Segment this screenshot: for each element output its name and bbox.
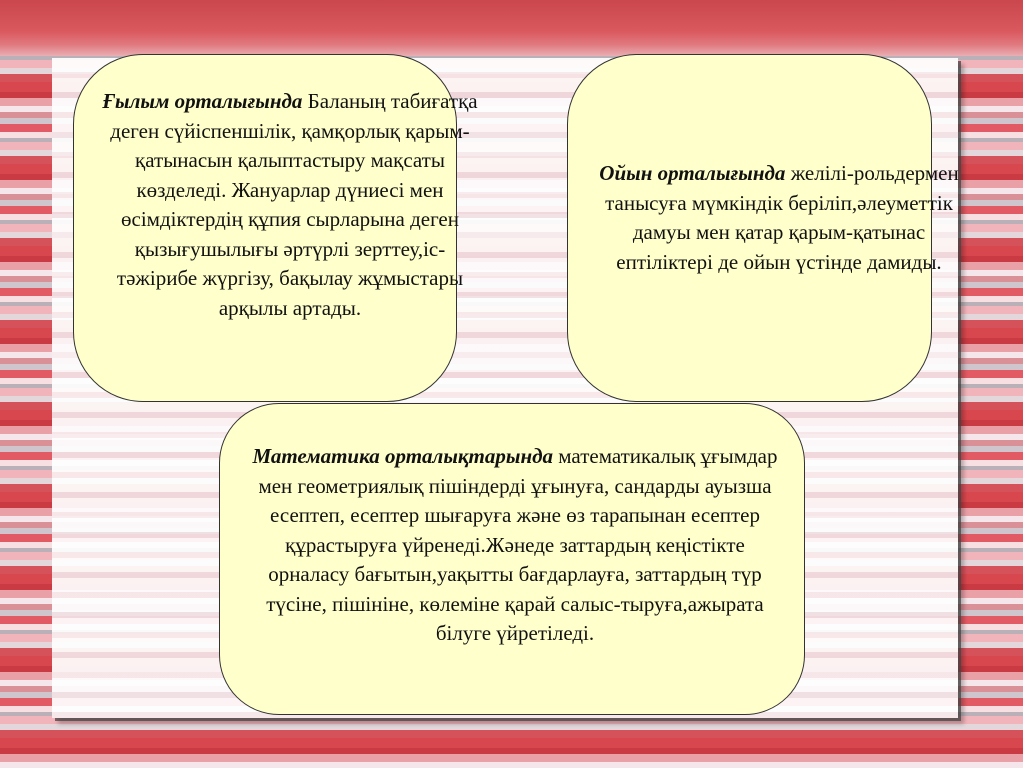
math-center-bubble [219,403,805,715]
science-center-bubble [73,54,478,402]
science-center-paragraph [102,87,478,323]
top-stripe-band [0,0,1023,56]
game-center-bubble [567,54,959,402]
science-center-title: Ғылым орталығында [102,89,303,113]
game-center-paragraph [594,159,964,277]
math-center-title: Математика орталықтарында [252,444,554,468]
math-center-paragraph [248,442,782,649]
game-center-text: желілі-рольдермен танысуға мүмкіндік беріліп,әлеуметтік дамуы мен қатар қарым-қатынас ептіліктері де ойын үстінде дамиды. [605,161,959,274]
math-center-text: математикалық ұғымдар мен геометриялық пішіндерді ұғынуға, сандарды ауызша есептеп, есептер шығаруға және өз тарапынан есептер құрастыруға үйренеді.Жәнеде заттардың кеңістікте орналасу бағытын,уақытты бағдарлауға, заттардың түр түсіне, пішініне, көлеміне қарай салыс-тыруға,ажырата білуге үйретіледі. [258,444,778,645]
science-center-text: Баланың табиғатқа деген сүйіспеншілік, қамқорлық қарым-қатынасын қалыптастыру мақсаты көзделеді. Жануарлар дүниесі мен өсімдіктердің құпия сырларына деген қызығушылығы әртүрлі зерттеу,іс-тәжірибе жүргізу, бақылау жұмыстары арқылы артады. [110,89,478,320]
game-center-title: Ойын орталығында [599,161,786,185]
